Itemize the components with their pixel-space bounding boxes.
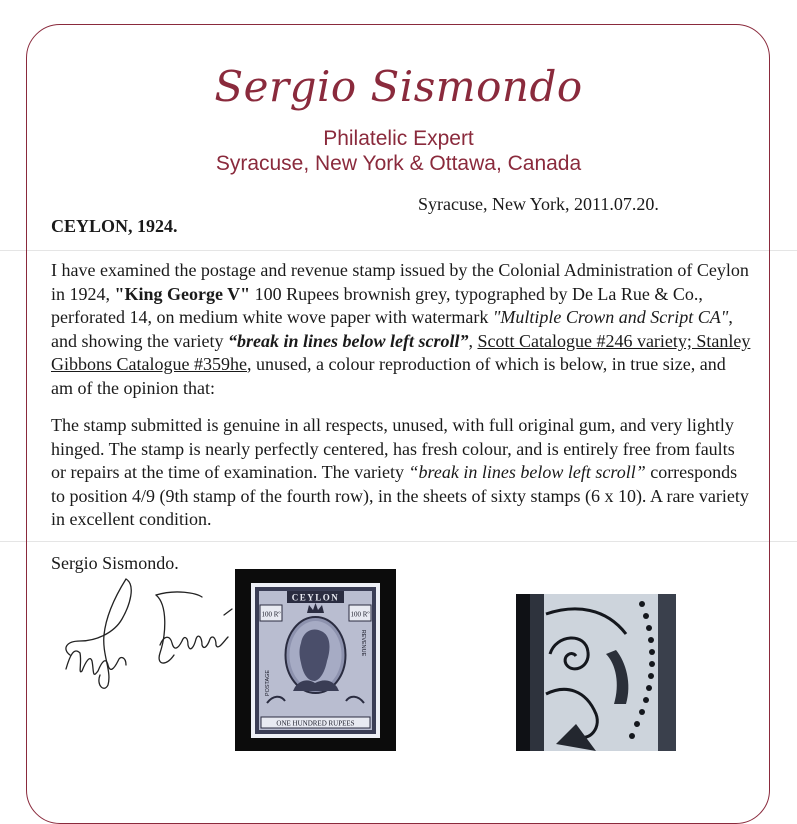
- stamp-postage-label: POSTAGE: [265, 669, 271, 697]
- stamp-photo: [235, 569, 396, 751]
- stamp-country-label: CEYLON: [291, 592, 340, 603]
- examination-paragraph: I have examined the postage and revenue stamp issued by the Colonial Administration of Ceylon in 1924, "King George V" 100 Rupees brownish grey, typographed by De La Rue & Co., perforated 14, on medium white wove paper with watermark "Multiple Crown and Script CA", and showing the variety “break in lines below left scroll”, Scott Catalogue #246 variety; Stanley Gibbons Catalogue #359he, unused, a colour reproduction of which is below, in true size, and am of the opinion that:: [51, 260, 751, 398]
- variety-detail-enlargement: [516, 594, 676, 751]
- letterhead-title: Philatelic Expert: [323, 127, 474, 150]
- stamp-revenue-label: REVENUE: [360, 629, 366, 657]
- letterhead-name: Sergio Sismondo: [214, 62, 583, 111]
- handwritten-signature: [56, 575, 236, 695]
- opinion-paragraph: The stamp submitted is genuine in all respects, unused, with full original gum, and very lightly hinged. The stamp is nearly perfectly centered, has fresh colour, and is entirely free from faults or repairs at the time of examination. The variety “break in lines below left scroll” corresponds to position 4/9 (9th stamp of the fourth row), in the sheets of sixty stamps (6 x 10). A rare variety in excellent condition.: [51, 415, 749, 530]
- letterhead-location: Syracuse, New York & Ottawa, Canada: [215, 152, 582, 175]
- king-george-v-stamp: [251, 583, 380, 738]
- stamp-value-left: 100 Rº: [261, 610, 281, 619]
- stamp-denomination-text: ONE HUNDRED RUPEES: [276, 719, 355, 728]
- stamp-value-right: 100 Rº: [350, 610, 370, 619]
- dateline: Syracuse, New York, 2011.07.20.: [418, 194, 659, 214]
- signer-name: Sergio Sismondo.: [51, 553, 179, 573]
- catalogue-reference: Scott Catalogue #246 variety; Stanley Gibbons Catalogue #359he: [51, 330, 751, 375]
- country-heading: CEYLON, 1924.: [51, 216, 178, 236]
